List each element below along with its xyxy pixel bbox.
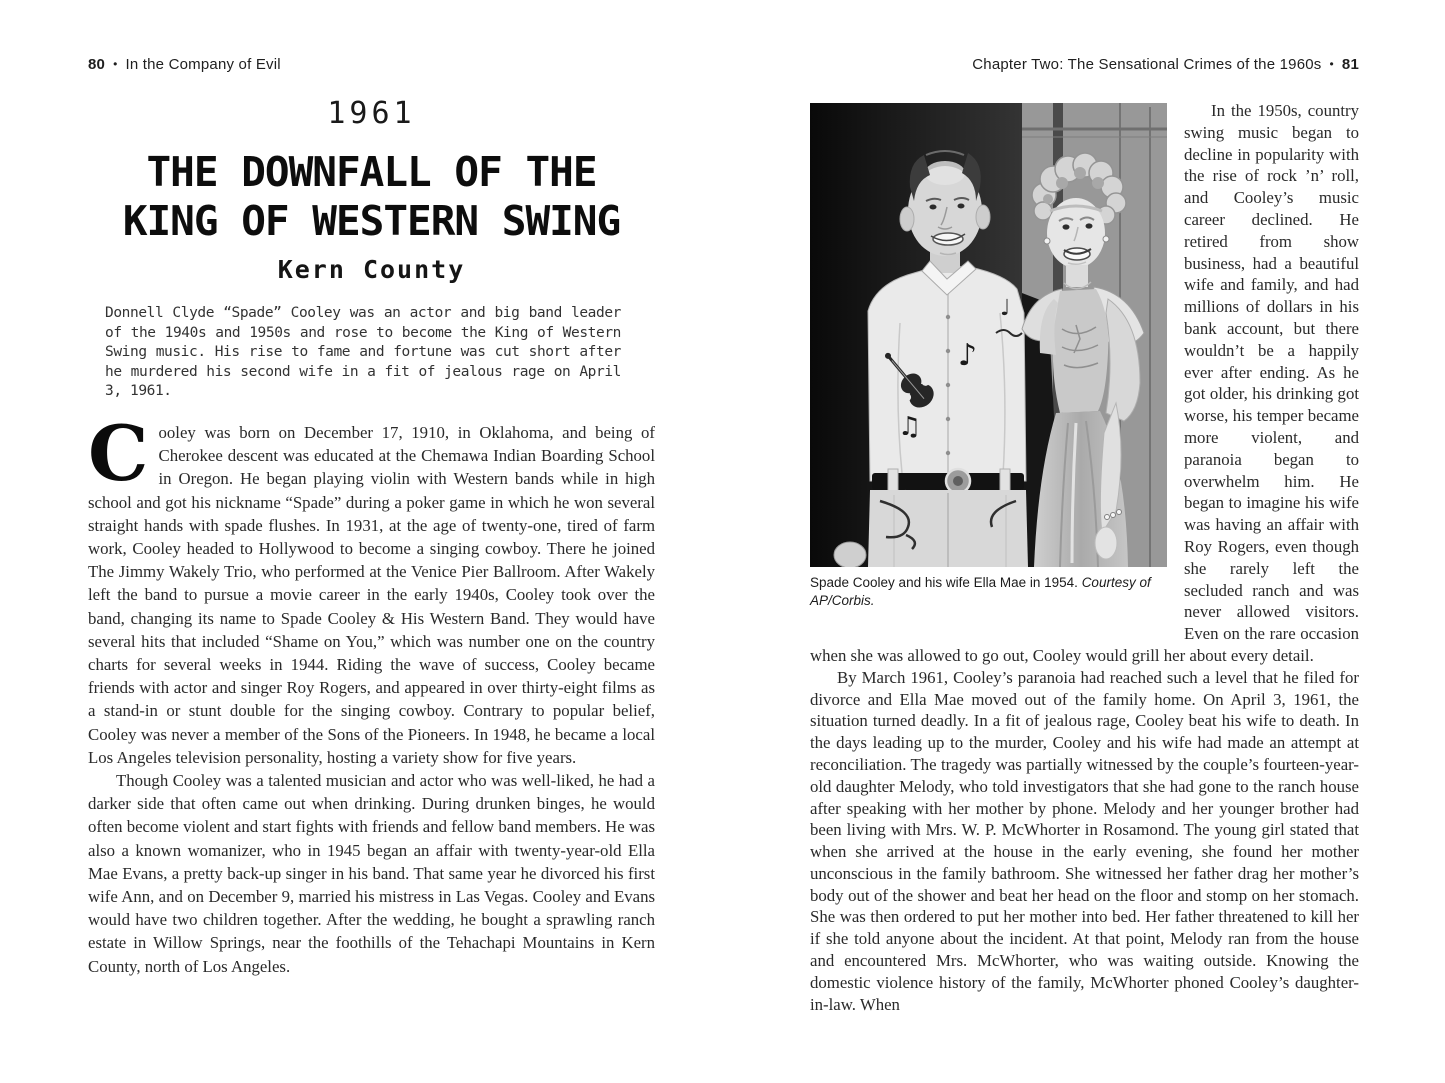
left-page-number: 80	[88, 56, 106, 73]
book-title: In the Company of Evil	[125, 56, 281, 73]
photo-figure	[810, 103, 1167, 609]
left-running-header	[88, 56, 655, 73]
svg-text:♫: ♫	[898, 412, 922, 442]
chapter-running-title: Chapter Two: The Sensational Crimes of the 1960s	[972, 56, 1322, 73]
body-paragraph: By March 1961, Cooley’s paranoia had reached such a level that he filed for divorce and Ella Mae moved out of the family home. On April 3, 1961, the situation turned deadly. In a fit of jealous rage, Cooley beat his wife to death. In the days leading up to the murder, Cooley and his wife had made an attempt at reconciliation. The tragedy was partially witnessed by the couple’s fourteen-year-old daughter Melody, who told investigators that she had gone to the ranch house after speaking with her mother by phone. Melody and her younger brother had been living with Mrs. W. P. McWhorter in Rosamond. The young girl stated that when she arrived at the house in the early evening, she found her mother unconscious in the family bathroom. She witnessed her father drag her mother’s body out of the shower and beat her head on the floor and stomp on her stomach. She was then ordered to put her mother into bed. Her father threatened to kill her if she told anyone about the incident. At that point, Melody ran from the house and encountered Mrs. McWhorter, who was waiting outside. Knowing the domestic violence history of the family, McWhorter phoned Cooley’s daughter-in-law. When	[810, 667, 1359, 1014]
svg-text:♩: ♩	[1000, 296, 1011, 321]
photo-caption	[810, 574, 1167, 609]
drop-cap: C	[88, 409, 149, 498]
photo-caption-credit: Courtesy of AP/Corbis.	[810, 575, 1151, 608]
right-running-header	[810, 56, 1359, 73]
chapter-year: 1961	[327, 96, 416, 131]
header-bullet: •	[113, 57, 118, 71]
right-page-number: 81	[1341, 56, 1359, 73]
body-paragraph	[88, 409, 655, 769]
body-paragraph: Though Cooley was a talented musician and actor who was well-liked, he had a darker side that often came out when drinking. During drunken binges, he would often become violent and start fights with friends and fellow band members. He was also a known womanizer, who in 1945 began an affair with twenty-year-old Ella Mae Evans, a pretty back-up singer in his band. That same year he divorced his first wife Ann, and on December 9, married his mistress in Las Vegas. Cooley and Evans would have two children together. After the wedding, he bought a sprawling ranch estate in Willow Springs, near the foothills of the Tehachapi Mountains in Kern County, north of Los Angeles.	[88, 771, 655, 976]
chapter-title-block	[88, 96, 655, 284]
chapter-intro: Donnell Clyde “Spade” Cooley was an actor and big band leader of the 1940s and 1950s and rose to become the King of Western Swing music. His rise to fame and fortune was cut short after he murdered his second wife in a fit of jealous rage on April 3, 1961.	[105, 305, 621, 399]
body-paragraph-text: ooley was born on December 17, 1910, in Oklahoma, and being of Cherokee descent was educated at the Chemawa Indian Boarding School in Oregon. He began playing violin with Western bands while in high school and got his nickname “Spade” during a poker game in which he won several straight hands with spade flushes. In 1931, at the age of twenty-one, tired of farm work, Cooley headed to Hollywood to become a singing cowboy. There he joined The Jimmy Wakely Trio, who performed at the Venice Pier Ballroom. After Wakely left the band to pursue a movie career in the early 1940s, Cooley took over the band, changing its name to Spade Cooley & His Western Band. They would have several hits that included “Shame on You,” which was number one on the country charts for several weeks in 1944. Riding the wave of success, Cooley became friends with actor and singer Roy Rogers, and appeared in over thirty-eight films as a stand-in or stunt double for the singing cowboy. Contrary to popular belief, Cooley was never a member of the Sons of the Pioneers. In 1948, he became a local Los Angeles television personality, hosting a variety show for five years.	[88, 423, 655, 767]
photo-caption-text: Spade Cooley and his wife Ella Mae in 1954.	[810, 575, 1078, 590]
body-paragraph: In the 1950s, country swing music began to decline in popularity with the rise of rock ’n’ roll, and Cooley’s music career declined. He retired from show business, had a beautiful wife and family, and had millions of dollars in his bank account, but there wouldn’t be a happily ever after ending. As he got older, his drinking got worse, his temper became more violent, and paranoia began to overwhelm him. He began to imagine his wife was having an affair with Roy Rogers, even though she rarely left the secluded ranch and was never allowed visitors. Even on the rare occasion when she was allowed to go out, Cooley would grill her about every detail.	[810, 101, 1359, 665]
left-page-body	[88, 409, 655, 978]
spade-cooley-photo	[810, 103, 1167, 567]
chapter-title	[88, 148, 655, 246]
svg-text:♪: ♪	[958, 338, 978, 373]
right-page-body	[810, 100, 1359, 1015]
chapter-title-line-2: KING OF WESTERN SWING	[122, 197, 621, 245]
chapter-subtitle: Kern County	[277, 255, 466, 284]
header-bullet: •	[1329, 57, 1334, 71]
chapter-title-line-1: THE DOWNFALL OF THE	[146, 148, 597, 196]
